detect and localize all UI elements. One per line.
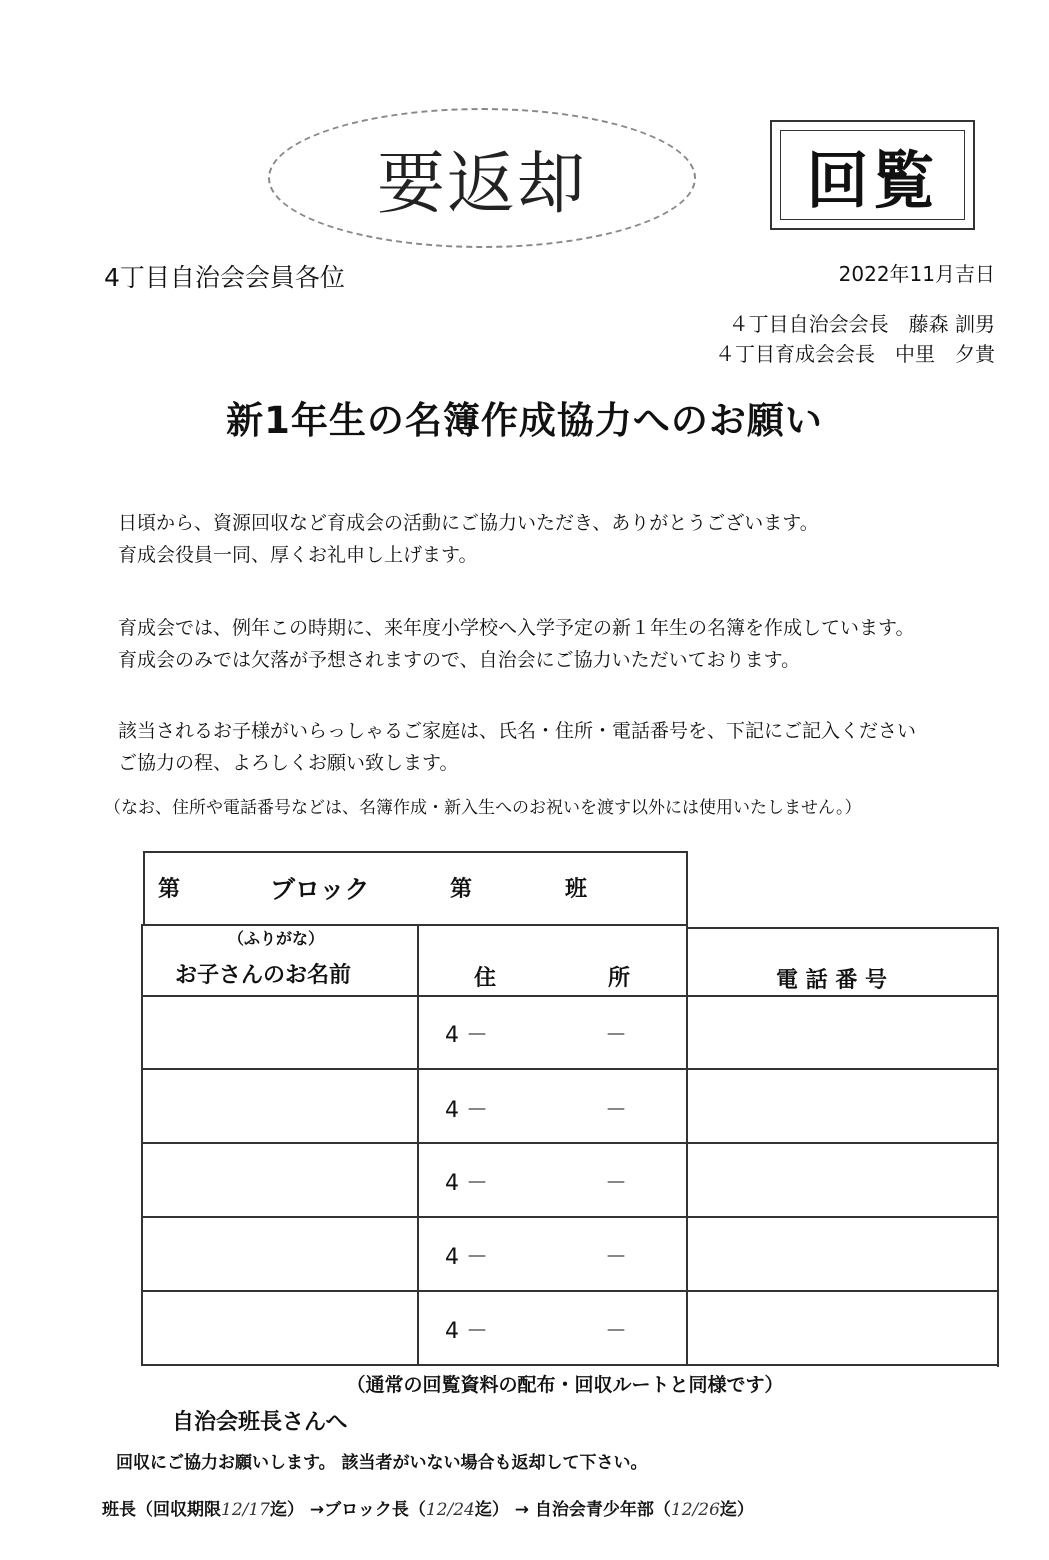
- address-prefix: 4 －: [445, 1245, 488, 1270]
- address-prefix: 4 －: [445, 1023, 488, 1048]
- address-dash: －: [605, 1171, 628, 1196]
- column-header-address-1: 住: [474, 966, 497, 991]
- route-note: （通常の回覧資料の配布・回収ルートと同様です）: [346, 1374, 784, 1396]
- flow-step3-date: 12/26: [670, 1500, 720, 1520]
- addressee: 4丁目自治会会員各位: [104, 263, 345, 292]
- page-title: 新1年生の名簿作成協力へのお願い: [226, 399, 823, 442]
- flow-step1-date: 12/17: [221, 1500, 270, 1520]
- column-header-address-2: 所: [608, 966, 631, 991]
- flow-step2-end: 迄）: [474, 1500, 509, 1520]
- footer-message: 回収にご協力お願いします。 該当者がいない場合も返却して下さい。: [116, 1453, 648, 1473]
- address-prefix: 4 －: [445, 1319, 488, 1344]
- block-prefix: 第: [158, 877, 181, 902]
- address-dash: －: [605, 1098, 628, 1123]
- signer-association-chair: ４丁目自治会会長 藤森 訓男: [728, 312, 995, 336]
- address-prefix: 4 －: [445, 1098, 488, 1123]
- flow-step1-end: 迄）: [270, 1500, 304, 1520]
- paragraph-line: 日頃から、資源回収など育成会の活動にご協力いただき、ありがとうございます。: [118, 512, 819, 534]
- paragraph-line: 育成会のみでは欠落が予想されますので、自治会にご協力いただいております。: [118, 649, 801, 671]
- paragraph-line: 育成会役員一同、厚くお礼申し上げます。: [118, 544, 478, 566]
- column-header-phone: 電 話 番 号: [776, 968, 887, 993]
- address-prefix: 4 －: [445, 1171, 488, 1196]
- paragraph-thanks: [118, 507, 1018, 571]
- circulation-stamp: [770, 120, 975, 230]
- flow-arrow1: →ブロック長（: [309, 1500, 426, 1520]
- paragraph-purpose: [118, 612, 1018, 676]
- paragraph-line: 該当されるお子様がいらっしゃるご家庭は、氏名・住所・電話番号を、下記にご記入ください: [118, 720, 917, 742]
- privacy-note: （なお、住所や電話番号などは、名簿作成・新入生へのお祝いを渡す以外には使用いたしません。）: [104, 798, 862, 818]
- return-required-text: 要返却: [376, 144, 587, 224]
- paragraph-line: ご協力の程、よろしくお願い致します。: [118, 752, 459, 774]
- return-required-stamp: [268, 108, 696, 248]
- flow-step1: 班長（回収期限: [102, 1500, 221, 1520]
- column-header-name: お子さんのお名前: [175, 963, 352, 988]
- circulation-text: 回覧: [780, 130, 965, 220]
- address-dash: －: [605, 1319, 628, 1344]
- furigana-label: （ふりがな）: [228, 929, 325, 948]
- flow-arrow2: → 自治会青少年部（: [514, 1500, 671, 1520]
- return-flow: [102, 1495, 754, 1520]
- paragraph-line: 育成会では、例年この時期に、来年度小学校へ入学予定の新１年生の名簿を作成しています。: [118, 617, 915, 639]
- paragraph-request: [118, 715, 1018, 779]
- flow-step2-date: 12/24: [425, 1500, 475, 1520]
- issue-date: 2022年11月吉日: [838, 262, 995, 286]
- footer-heading: 自治会班長さんへ: [172, 1410, 348, 1435]
- group-prefix: 第: [450, 877, 473, 902]
- signer-youth-chair: ４丁目育成会会長 中里 夕貴: [715, 342, 995, 366]
- block-label: ブロック: [270, 875, 370, 904]
- flow-step3-end: 迄）: [719, 1500, 754, 1520]
- address-dash: －: [605, 1245, 628, 1270]
- group-label: 班: [565, 877, 588, 902]
- address-dash: －: [605, 1023, 628, 1048]
